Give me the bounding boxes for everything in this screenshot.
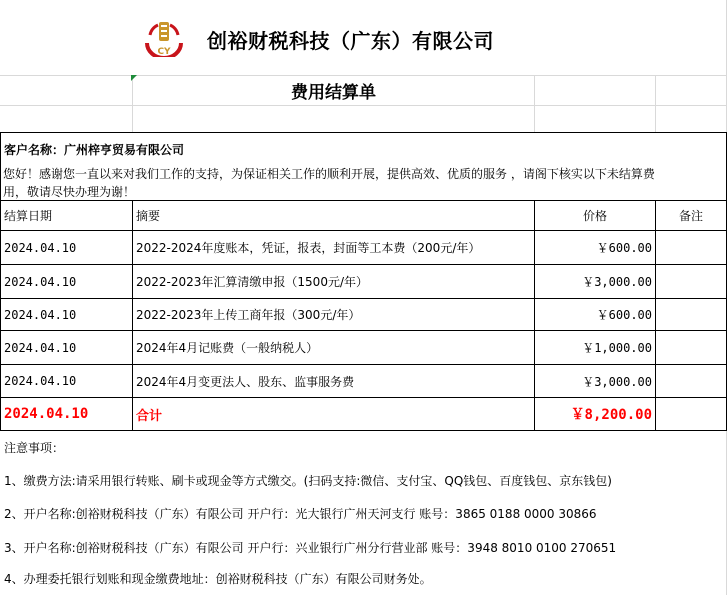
- logo-text: CY: [157, 47, 171, 57]
- customer-row: [4, 134, 184, 164]
- note-item: 2、开户名称:创裕财税科技（广东）有限公司 开户行：光大银行广州天河支行 账号：3865 0188 0000 30866: [4, 506, 597, 521]
- table-border: [132, 200, 133, 431]
- row-summary: 2022-2024年度账本，凭证，报表，封面等工本费（200元/年）: [136, 241, 481, 255]
- row-date: 2024.04.10: [4, 374, 77, 388]
- row-price: ￥3,000.00: [582, 374, 652, 389]
- row-summary: 2024年4月记账费（一般纳税人）: [136, 341, 319, 355]
- page-title: 费用结算单: [291, 83, 376, 103]
- notes-title: 注意事项：: [4, 440, 65, 455]
- col-header-price: 价格: [582, 209, 607, 223]
- row-date: 2024.04.10: [4, 340, 77, 355]
- col-header-note: 备注: [678, 209, 703, 223]
- table-border: [0, 132, 1, 431]
- col-header-date: 结算日期: [4, 209, 53, 223]
- row-price: ￥600.00: [596, 308, 652, 322]
- grid-line: [534, 75, 535, 132]
- row-price: ￥1,000.00: [582, 341, 652, 355]
- col-header-summary: 摘要: [136, 209, 161, 223]
- company-name: 创裕财税科技（广东）有限公司: [207, 28, 494, 53]
- table-border: [0, 430, 727, 431]
- row-price: ￥600.00: [596, 241, 652, 255]
- row-price: ￥3,000.00: [582, 275, 652, 289]
- row-date: 2024.04.10: [4, 307, 77, 322]
- total-label: 合计: [136, 408, 163, 424]
- grid-line: [0, 105, 727, 106]
- table-border: [655, 200, 656, 431]
- greeting-line-2: 用，敬请尽快办理为谢！: [3, 184, 136, 199]
- customer-label: 客户名称：: [4, 142, 65, 157]
- row-summary: 2024年4月变更法人、股东、监事服务费: [136, 374, 355, 389]
- grid-line: [655, 75, 656, 132]
- row-summary: 2022-2023年上传工商年报（300元/年）: [136, 308, 361, 322]
- company-logo-icon: [143, 19, 185, 57]
- note-item: 3、开户名称:创裕财税科技（广东）有限公司 开户行：兴业银行广州分行营业部 账号：3948 8010 0100 270651: [4, 540, 617, 555]
- customer-name: 广州梓亨贸易有限公司: [64, 142, 185, 157]
- row-date: 2024.04.10: [4, 274, 77, 289]
- total-price: ￥8,200.00: [570, 407, 652, 423]
- table-border: [0, 132, 727, 133]
- row-summary: 2022-2023年汇算清缴申报（1500元/年）: [136, 275, 368, 289]
- greeting-line-1: 您好！感谢您一直以来对我们工作的支持，为保证相关工作的顺利开展，提供高效、优质的服务 ，请阁下核实以下未结算费: [3, 166, 655, 181]
- row-date: 2024.04.10: [4, 240, 77, 255]
- total-date: 2024.04.10: [4, 406, 89, 422]
- note-item: 4、办理委托银行划账和现金缴费地址：创裕财税科技（广东）有限公司财务处。: [4, 571, 432, 586]
- note-item: 1、缴费方法:请采用银行转账、刷卡或现金等方式缴交。(扫码支持:微信、支付宝、QQ钱包、百度钱包、京东钱包): [4, 473, 612, 488]
